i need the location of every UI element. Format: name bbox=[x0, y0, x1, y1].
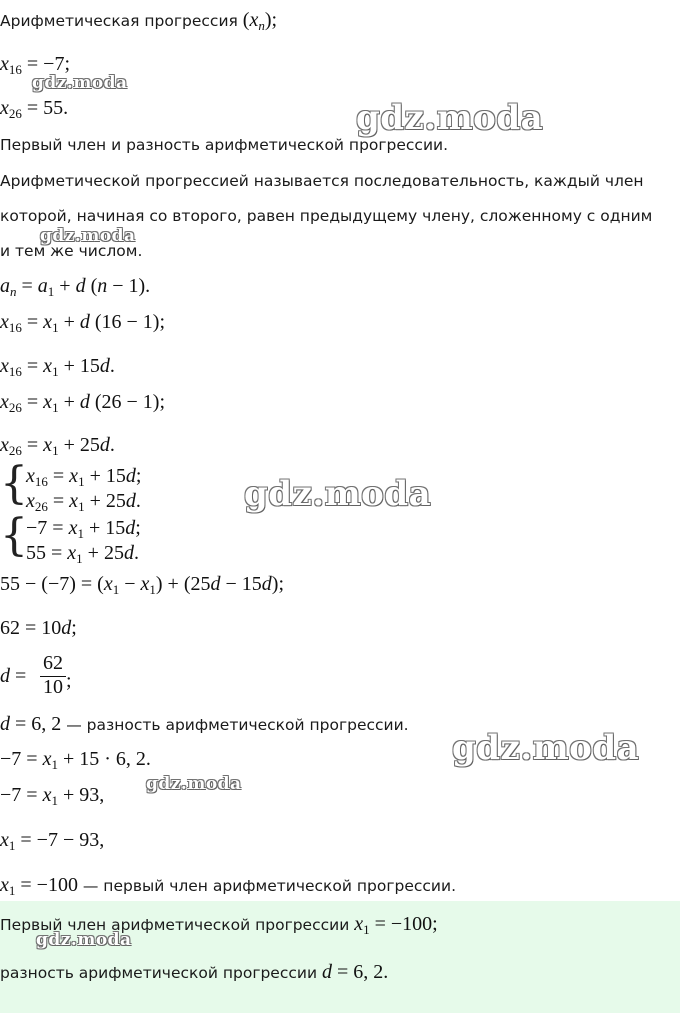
watermark-1: gdz.moda bbox=[32, 73, 128, 93]
find-statement: Первый член и разность арифметической прогрессии. bbox=[0, 136, 449, 154]
definition-line-1: Арифметической прогрессией называется последовательность, каждый член bbox=[0, 172, 644, 190]
given-line-1 bbox=[0, 8, 277, 32]
formula-x1-value: $x_1 = -100$ — первый член арифметической прогрессии. bbox=[0, 874, 457, 898]
answer-block bbox=[0, 901, 680, 1013]
answer-line-1-text: Первый член арифметической прогрессии bbox=[0, 916, 350, 934]
watermark-3: gdz.moda bbox=[40, 226, 136, 246]
formula-x26-simplified: $x_{26} = x_1 + 25d$. bbox=[0, 434, 115, 458]
formula-subtraction: $55 - (-7) = (x_1 - x_1) + (25d - 15d)$; bbox=[0, 573, 284, 597]
watermark-2: gdz.moda bbox=[356, 98, 544, 138]
formula-d-fraction-lhs: d = bbox=[0, 665, 27, 687]
formula-d-fraction: 62 10 ; bbox=[0, 652, 80, 702]
watermark-7: gdz.moda bbox=[36, 930, 132, 950]
given-progression-label: Арифметическая прогрессия bbox=[0, 12, 238, 30]
system-2-eq-1: $-7 = x_1 + 15d$; bbox=[26, 517, 141, 541]
formula-d-value: d = 6, 2 — разность арифметической прогрессии. bbox=[0, 713, 409, 735]
fraction-denominator: 10 bbox=[43, 676, 63, 698]
formula-x26-general: $x_{26} = x_1 + d$ (26 − 1); bbox=[0, 391, 165, 415]
system-1-brace: { bbox=[0, 458, 28, 509]
formula-x16-simplified: $x_{16} = x_1 + 15d$. bbox=[0, 355, 115, 379]
watermark-6: gdz.moda bbox=[146, 774, 242, 794]
definition-line-2: которой, начиная со второго, равен предыдущему члену, сложенному с одним bbox=[0, 207, 653, 225]
system-2-brace: { bbox=[0, 510, 28, 561]
system-2-eq-2: $55 = x_1 + 25d$. bbox=[26, 542, 139, 566]
formula-sub-d: $-7 = x_1 + 15 \cdot 6$, 2. bbox=[0, 748, 151, 772]
given-x16: $x_{16} = -7$; bbox=[0, 53, 71, 77]
watermark-5: gdz.moda bbox=[452, 728, 640, 768]
formula-x16-general: $x_{16} = x_1 + d$ (16 − 1); bbox=[0, 311, 165, 335]
formula-x1-calc: $x_1 = -7 - 93$, bbox=[0, 829, 105, 853]
watermark-4: gdz.moda bbox=[244, 474, 432, 514]
answer-line-1-math: $x_1 = -100$; bbox=[354, 913, 438, 937]
system-1-eq-2: $x_{26} = x_1 + 25d$. bbox=[26, 490, 141, 514]
given-x26: $x_{26} = 55$. bbox=[0, 97, 69, 121]
definition-line-3: и тем же числом. bbox=[0, 242, 143, 260]
formula-sub-93: $-7 = x_1 + 93$, bbox=[0, 784, 105, 808]
answer-line-2 bbox=[0, 960, 388, 984]
formula-general: $a_n = a_1 + d$ (n − 1). bbox=[0, 275, 151, 299]
answer-line-2-text: разность арифметической прогрессии bbox=[0, 964, 318, 982]
fraction-numerator: 62 bbox=[43, 652, 63, 674]
given-progression-symbol: $(x_n)$; bbox=[242, 9, 278, 33]
answer-line-2-math: d = 6, 2. bbox=[321, 961, 389, 983]
formula-62: 62 = 10d; bbox=[0, 617, 77, 639]
system-1-eq-1: $x_{16} = x_1 + 15d$; bbox=[26, 465, 142, 489]
